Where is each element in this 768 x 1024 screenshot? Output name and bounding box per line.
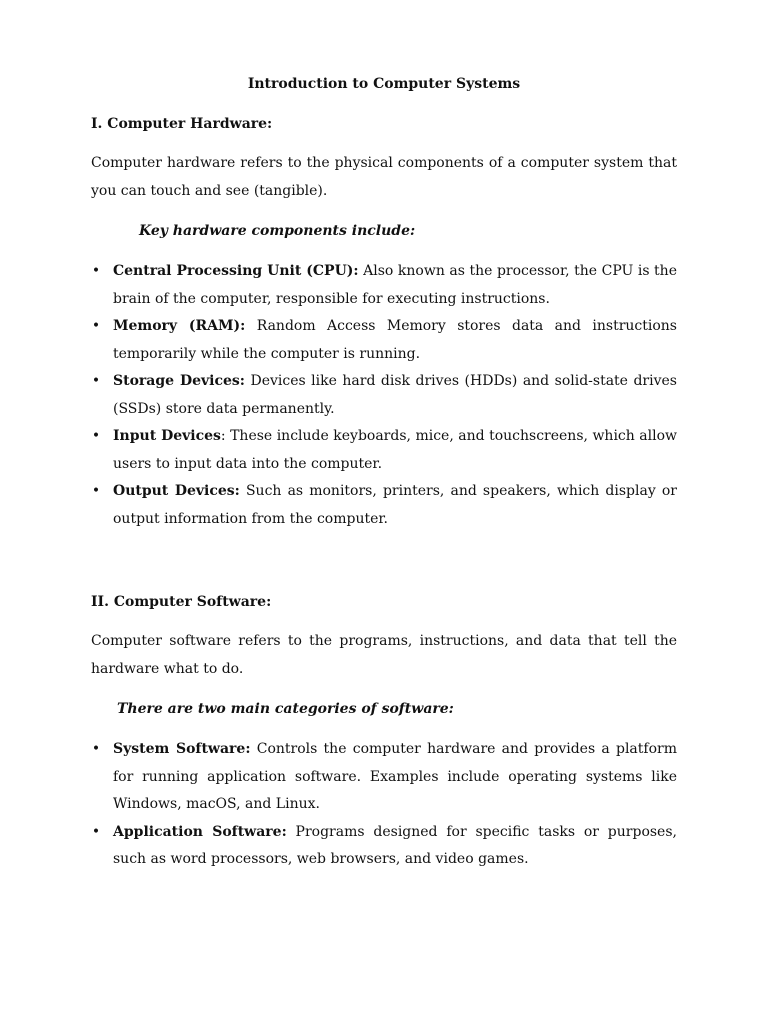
list-item [91, 736, 677, 819]
item-text: Also known as the processor, the CPU is the brain of the computer, responsible for executing instructions. [113, 263, 677, 307]
item-term: Storage Devices: [113, 373, 245, 389]
item-term: Output Devices: [113, 483, 240, 499]
list-item [91, 478, 677, 533]
item-term: Application Software: [113, 823, 287, 840]
item-text: Programs designed for specific tasks or purposes, such as word processors, web browsers, and video games. [113, 823, 677, 867]
hardware-list [91, 258, 677, 533]
section-intro: Computer software refers to the programs, instructions, and data that tell the hardware what to do. [91, 633, 677, 677]
bullet-icon: • [91, 823, 101, 840]
bullet-icon: • [91, 263, 101, 279]
item-text: Controls the computer hardware and provides a platform for running application software. Examples include operating systems like Windows, macOS, and Linux. [113, 741, 677, 812]
item-text: : These include keyboards, mice, and touchscreens, which allow users to input data into the computer. [113, 428, 677, 472]
item-term: System Software: [113, 741, 251, 757]
section-software [91, 592, 677, 874]
bullet-icon: • [91, 483, 101, 499]
section-heading: I. Computer Hardware: [91, 116, 273, 132]
bullet-icon: • [91, 318, 101, 334]
item-text: Such as monitors, printers, and speakers, which display or output information from the computer. [113, 483, 677, 527]
list-item [91, 819, 677, 874]
section-heading: II. Computer Software: [91, 594, 272, 610]
list-item [91, 258, 677, 313]
document-title: Introduction to Computer Systems [247, 76, 521, 92]
section-subheading: Key hardware components include: [139, 223, 416, 239]
item-term: Memory (RAM): [113, 318, 246, 334]
bullet-icon: • [91, 741, 101, 757]
software-list [91, 736, 677, 874]
list-item [91, 368, 677, 423]
item-text: Random Access Memory stores data and instructions temporarily while the computer is running. [113, 318, 677, 362]
bullet-icon: • [91, 373, 101, 389]
list-item [91, 313, 677, 368]
item-term: Input Devices [113, 428, 221, 444]
section-subheading: There are two main categories of software: [117, 701, 454, 717]
item-text: Devices like hard disk drives (HDDs) and solid-state drives (SSDs) store data permanently. [113, 373, 677, 417]
section-hardware [91, 114, 677, 533]
section-intro: Computer hardware refers to the physical components of a computer system that you can touch and see (tangible). [91, 155, 677, 199]
bullet-icon: • [91, 428, 101, 444]
item-term: Central Processing Unit (CPU): [113, 263, 359, 279]
list-item [91, 423, 677, 478]
